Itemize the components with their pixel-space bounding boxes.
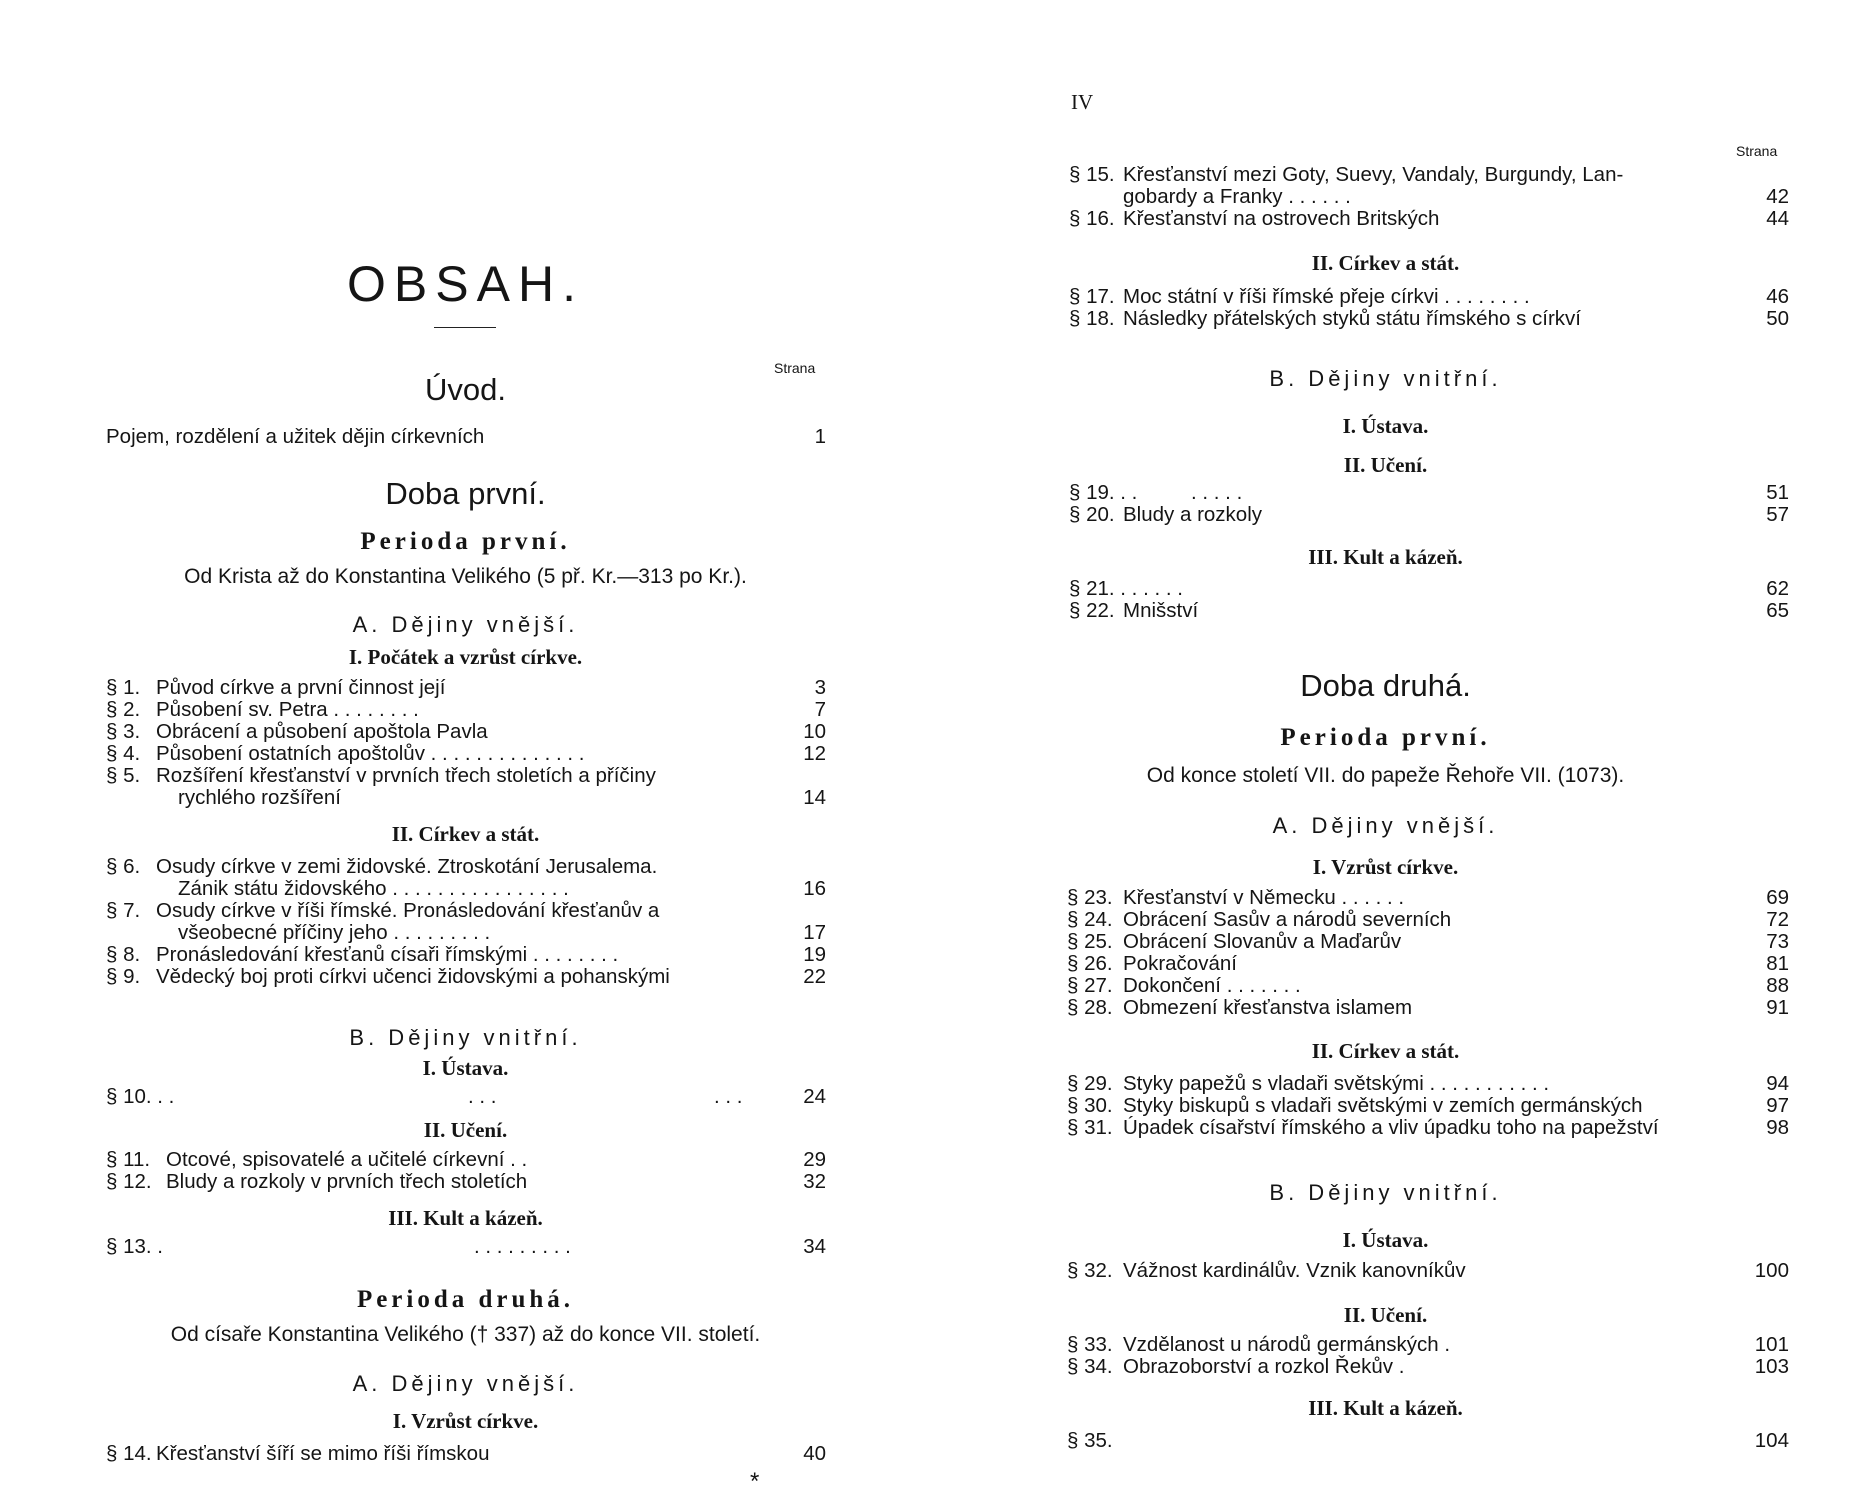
heading-dejiny-vnejsi: A. Dějiny vnější. — [352, 612, 579, 637]
entry-number: § 35. — [1067, 1429, 1113, 1452]
entry-text: Obrácení a působení apoštola Pavla — [156, 720, 488, 743]
entry-text: Obrácení Sasův a národů severních — [1123, 908, 1452, 931]
strana-label: Strana — [774, 360, 816, 376]
page-title: OBSAH. — [347, 256, 584, 312]
chapter-heading: I. Vzrůst církve. — [1312, 855, 1459, 879]
entry-number: § 8. — [106, 943, 141, 966]
entry-leader-dots: . . . — [714, 1085, 743, 1108]
entry-page: 17 — [803, 921, 826, 944]
entry-text: Rozšíření křesťanství v prvních třech stoletích a příčiny — [156, 764, 656, 787]
entry-page: 62 — [1766, 577, 1789, 600]
entry-text: . . . . . — [1191, 481, 1243, 504]
entry-text: Vědecký boj proti církvi učenci židovskými a pohanskými — [156, 965, 670, 988]
entry-number: § 10. . . — [106, 1085, 175, 1108]
entry-page: 10 — [803, 720, 826, 743]
entry-number: § 15. — [1069, 163, 1115, 186]
chapter-heading: II. Církev a stát. — [1311, 1039, 1460, 1063]
chapter-heading: III. Kult a kázeň. — [388, 1206, 543, 1230]
entry-text: Osudy církve v zemi židovské. Ztroskotání Jerusalema. — [156, 855, 658, 878]
entry-page: 42 — [1766, 185, 1789, 208]
entry-text: Obmezení křesťanstva islamem — [1123, 996, 1413, 1019]
entry-text: Bludy a rozkoly — [1123, 503, 1263, 526]
entry-text: Vážnost kardinálův. Vznik kanovníkův — [1123, 1259, 1466, 1282]
entry-page: 29 — [803, 1148, 826, 1171]
right-page — [931, 0, 1862, 1500]
entry-text: Křesťanství v Německu . . . . . . — [1123, 886, 1405, 909]
entry-text: Působení ostatních apoštolův . . . . . . . . . . . . . . — [156, 742, 585, 765]
entry-text: Následky přátelských styků státu římského s církví — [1123, 307, 1581, 330]
entry-number: § 22. — [1069, 599, 1115, 622]
entry-page: 98 — [1766, 1116, 1789, 1139]
entry-number: § 23. — [1067, 886, 1113, 909]
entry-number: § 21. . . . . . . — [1069, 577, 1183, 600]
chapter-heading: I. Ústava. — [422, 1056, 509, 1080]
entry-number: § 18. — [1069, 307, 1115, 330]
heading-uvod: Úvod. — [425, 372, 506, 407]
entry-text: Pojem, rozdělení a užitek dějin církevních — [106, 425, 485, 448]
entry-text: Působení sv. Petra . . . . . . . . — [156, 698, 419, 721]
asterisk-mark: * — [750, 1468, 760, 1495]
entry-number: § 19. . . — [1069, 481, 1138, 504]
entry-number: § 5. — [106, 764, 141, 787]
entry-page: 40 — [803, 1442, 826, 1465]
entry-number: § 13. . — [106, 1235, 163, 1258]
entry-page: 100 — [1754, 1259, 1789, 1282]
entry-text: Pokračování — [1123, 952, 1237, 975]
entry-page: 73 — [1766, 930, 1789, 953]
entry-page: 103 — [1754, 1355, 1789, 1378]
entry-text: . . . . . . . . . — [474, 1235, 571, 1258]
entry-number: § 12. — [106, 1170, 152, 1193]
entry-text-continued: Zánik státu židovského . . . . . . . . . . . . . . . . — [178, 877, 569, 900]
entry-page: 16 — [803, 877, 826, 900]
entry-page: 65 — [1766, 599, 1789, 622]
heading-perioda-druha: Perioda druhá. — [356, 1286, 575, 1313]
entry-text: Otcové, spisovatelé a učitelé církevní . . — [166, 1148, 528, 1171]
heading-doba-druha: Doba druhá. — [1300, 668, 1471, 703]
chapter-heading: II. Církev a stát. — [391, 822, 540, 846]
entry-number: § 17. — [1069, 285, 1115, 308]
entry-text: Vzdělanost u národů germánských . — [1123, 1333, 1451, 1356]
entry-page: 51 — [1766, 481, 1789, 504]
entry-number: § 25. — [1067, 930, 1113, 953]
entry-page: 97 — [1766, 1094, 1789, 1117]
entry-text: Křesťanství na ostrovech Britských — [1123, 207, 1440, 230]
entry-number: § 27. — [1067, 974, 1113, 997]
entry-page: 14 — [803, 786, 826, 809]
entry-text: Osudy církve v říši římské. Pronásledování křesťanův a — [156, 899, 660, 922]
entry-text: Křesťanství mezi Goty, Suevy, Vandaly, Burgundy, Lan- — [1123, 163, 1624, 186]
entry-page: 94 — [1766, 1072, 1789, 1095]
entry-number: § 29. — [1067, 1072, 1113, 1095]
entry-page: 7 — [814, 698, 826, 721]
entry-number: § 31. — [1067, 1116, 1113, 1139]
entry-number: § 7. — [106, 899, 141, 922]
perioda-subtitle: Od konce století VII. do papeže Řehoře VII. (1073). — [1146, 764, 1625, 787]
entry-number: § 26. — [1067, 952, 1113, 975]
entry-page: 44 — [1766, 207, 1789, 230]
title-rule — [434, 327, 496, 328]
entry-number: § 9. — [106, 965, 141, 988]
heading-dejiny-vnitrni: B. Dějiny vnitřní. — [1269, 366, 1502, 391]
entry-text: Obrazoborství a rozkol Řekův . — [1123, 1355, 1405, 1378]
entry-number: § 32. — [1067, 1259, 1113, 1282]
entry-number: § 24. — [1067, 908, 1113, 931]
heading-perioda-prvni: Perioda první. — [360, 528, 571, 555]
chapter-heading: II. Učení. — [1343, 1303, 1428, 1327]
entry-text: Úpadek císařství římského a vliv úpadku toho na papežství — [1123, 1116, 1659, 1139]
entry-number: § 6. — [106, 855, 141, 878]
chapter-heading: III. Kult a kázeň. — [1308, 545, 1463, 569]
entry-page: 3 — [814, 676, 826, 699]
strana-label: Strana — [1736, 143, 1778, 159]
entry-page: 104 — [1754, 1429, 1789, 1452]
entry-page: 34 — [803, 1235, 826, 1258]
chapter-heading: II. Učení. — [1343, 453, 1428, 477]
entry-text-continued: gobardy a Franky . . . . . . — [1123, 185, 1351, 208]
entry-number: § 14. — [106, 1442, 152, 1465]
heading-doba-prvni: Doba první. — [385, 476, 546, 511]
heading-dejiny-vnejsi: A. Dějiny vnější. — [1272, 813, 1499, 838]
page-number-header: IV — [1071, 90, 1094, 114]
entry-page: 69 — [1766, 886, 1789, 909]
entry-text: Původ církve a první činnost její — [156, 676, 446, 699]
chapter-heading: I. Počátek a vzrůst církve. — [348, 645, 583, 669]
entry-page: 57 — [1766, 503, 1789, 526]
entry-page: 88 — [1766, 974, 1789, 997]
entry-page: 22 — [803, 965, 826, 988]
heading-dejiny-vnitrni: B. Dějiny vnitřní. — [349, 1025, 582, 1050]
entry-text: Mnišství — [1123, 599, 1199, 622]
entry-text-continued: rychlého rozšíření — [178, 786, 341, 809]
entry-text: Pronásledování křesťanů císaři římskými . . . . . . . . — [156, 943, 619, 966]
entry-number: § 11. — [106, 1148, 151, 1171]
entry-page: 81 — [1766, 952, 1789, 975]
entry-text: Styky biskupů s vladaři světskými v zemích germánských — [1123, 1094, 1643, 1117]
entry-text: Styky papežů s vladaři světskými . . . . . . . . . . . — [1123, 1072, 1550, 1095]
entry-page: 19 — [803, 943, 826, 966]
entry-number: § 28. — [1067, 996, 1113, 1019]
entry-text: Bludy a rozkoly v prvních třech stoletích — [166, 1170, 528, 1193]
chapter-heading: III. Kult a kázeň. — [1308, 1396, 1463, 1420]
entry-number: § 20. — [1069, 503, 1115, 526]
chapter-heading: I. Ústava. — [1342, 414, 1429, 438]
entry-number: § 33. — [1067, 1333, 1113, 1356]
entry-number: § 16. — [1069, 207, 1115, 230]
entry-text: . . . — [468, 1085, 497, 1108]
entry-text: Křesťanství šíří se mimo říši římskou — [156, 1442, 490, 1465]
entry-page: 72 — [1766, 908, 1789, 931]
chapter-heading: II. Učení. — [423, 1118, 508, 1142]
entry-page: 91 — [1766, 996, 1789, 1019]
entry-page: 50 — [1766, 307, 1789, 330]
entry-number: § 30. — [1067, 1094, 1113, 1117]
entry-number: § 1. — [106, 676, 141, 699]
heading-dejiny-vnitrni: B. Dějiny vnitřní. — [1269, 1180, 1502, 1205]
entry-page: 1 — [814, 425, 826, 448]
entry-page: 12 — [803, 742, 826, 765]
chapter-heading: II. Církev a stát. — [1311, 251, 1460, 275]
entry-text: Dokončení . . . . . . . — [1123, 974, 1301, 997]
entry-number: § 2. — [106, 698, 141, 721]
entry-text: Moc státní v říši římské přeje církvi . . . . . . . . — [1123, 285, 1530, 308]
entry-page: 32 — [803, 1170, 826, 1193]
entry-number: § 34. — [1067, 1355, 1113, 1378]
entry-page: 24 — [803, 1085, 826, 1108]
entry-number: § 4. — [106, 742, 141, 765]
heading-dejiny-vnejsi: A. Dějiny vnější. — [352, 1371, 579, 1396]
perioda-subtitle: Od císaře Konstantina Velikého († 337) až do konce VII. století. — [170, 1323, 761, 1346]
entry-text-continued: všeobecné příčiny jeho . . . . . . . . . — [178, 921, 491, 944]
entry-page: 46 — [1766, 285, 1789, 308]
perioda-subtitle: Od Krista až do Konstantina Velikého (5 př. Kr.—313 po Kr.). — [184, 565, 747, 588]
chapter-heading: I. Ústava. — [1342, 1228, 1429, 1252]
entry-text: Obrácení Slovanův a Maďarův — [1123, 930, 1402, 953]
chapter-heading: I. Vzrůst církve. — [392, 1409, 539, 1433]
entry-number: § 3. — [106, 720, 141, 743]
heading-perioda-prvni: Perioda první. — [1280, 724, 1491, 751]
entry-page: 101 — [1754, 1333, 1789, 1356]
